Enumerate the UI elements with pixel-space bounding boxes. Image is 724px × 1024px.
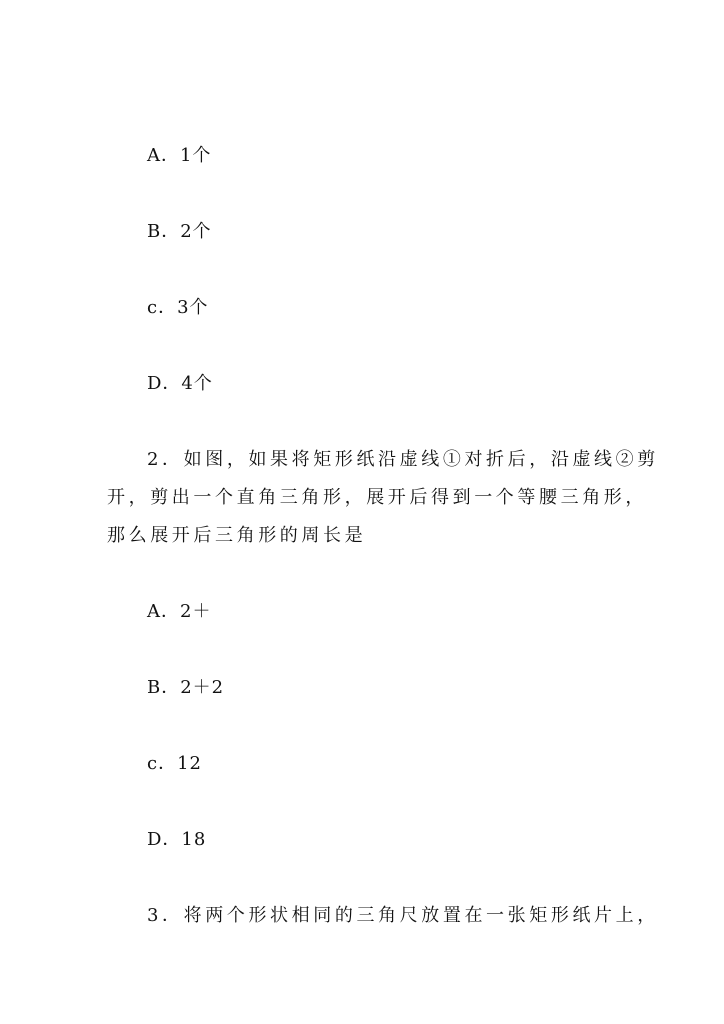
q1-option-b: B．2个	[147, 221, 212, 242]
q2-text-line-1: 2．如图，如果将矩形纸沿虚线①对折后，沿虚线②剪	[147, 449, 659, 470]
q2-text-line-2: 开，剪出一个直角三角形，展开后得到一个等腰三角形，	[107, 487, 647, 508]
q2-option-c: c．12	[147, 753, 202, 774]
q2-option-a: A．2＋	[147, 601, 212, 622]
q3-text-line-1: 3．将两个形状相同的三角尺放置在一张矩形纸片上，	[147, 905, 659, 926]
q2-text-line-3: 那么展开后三角形的周长是	[107, 525, 367, 546]
q2-option-d: D．18	[147, 829, 207, 850]
q1-option-a: A．1个	[147, 145, 212, 166]
q1-option-d: D．4个	[147, 373, 213, 394]
q1-option-c: c．3个	[147, 297, 209, 318]
q2-option-b: B．2＋2	[147, 677, 225, 698]
